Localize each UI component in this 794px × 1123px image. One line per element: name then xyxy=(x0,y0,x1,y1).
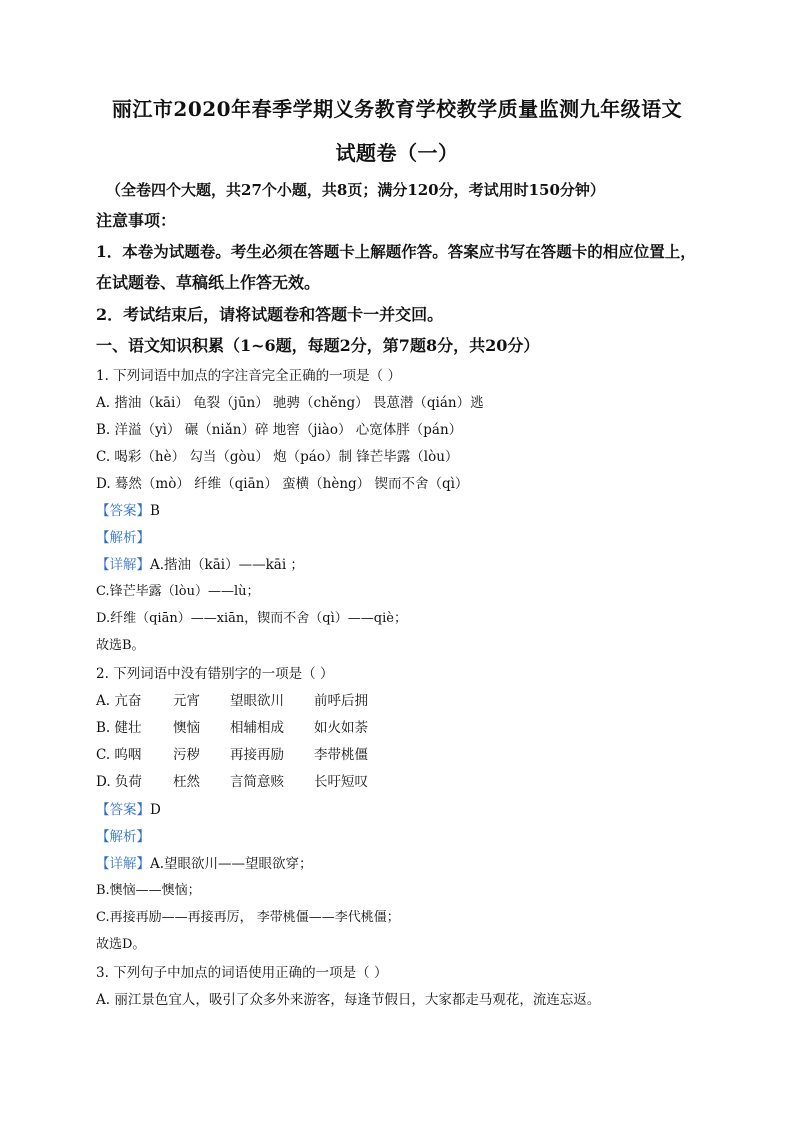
exam-title-line1: 丽江市2020年春季学期义务教育学校教学质量监测九年级语文 xyxy=(111,97,683,121)
notice-item-2: 2．考试结束后，请将试题卷和答题卡一并交回。 xyxy=(96,305,444,324)
q2-option-cell: 懊恼 xyxy=(173,720,200,736)
q2-analysis-tag: 【解析】 xyxy=(96,829,150,845)
detail-tag: 【详解】 xyxy=(96,856,150,872)
q2-option-cell: B. 健壮 xyxy=(96,720,142,736)
q1-option-a: A. 揩油（kāi） 龟裂（jūn） 驰骋（chěng） 畏葸潜（qián）逃 xyxy=(96,395,484,411)
q2-answer xyxy=(96,801,161,819)
q2-option-cell: A. 亢奋 xyxy=(96,693,142,709)
q1-detail-line-1 xyxy=(96,556,304,574)
answer-value: B xyxy=(150,503,160,519)
exam-subtitle: （全卷四个大题，共27个小题，共8页；满分120分，考试用时150分钟） xyxy=(106,181,605,199)
q1-stem: 1. 下列词语中加点的字注音完全正确的一项是（ ） xyxy=(96,368,401,384)
q1-detail-line-4: 故选B。 xyxy=(96,638,145,653)
exam-title-line2: 试题卷（一） xyxy=(335,141,459,165)
q2-option-cell: 如火如荼 xyxy=(314,720,368,736)
answer-value: D xyxy=(150,802,161,818)
q2-option-cell: 相辅相成 xyxy=(230,720,284,736)
q2-detail-line-1 xyxy=(96,855,313,873)
q1-option-b: B. 洋溢（yì） 碾（niǎn）碎 地窖（jiào） 心宽体胖（pán） xyxy=(96,422,463,438)
answer-tag: 【答案】 xyxy=(96,503,150,519)
q2-stem: 2. 下列词语中没有错别字的一项是（ ） xyxy=(96,666,334,682)
q2-option-cell: 污秽 xyxy=(173,747,200,763)
q3-stem: 3. 下列句子中加点的词语使用正确的一项是（ ） xyxy=(96,965,388,981)
detail-text: A.揩油（kāi）——kāi ； xyxy=(150,557,304,573)
q2-option-cell: 望眼欲川 xyxy=(230,693,284,709)
q2-option-a xyxy=(96,692,368,710)
q2-detail-line-2: B.懊恼——懊恼； xyxy=(96,883,201,898)
q2-option-b xyxy=(96,719,368,737)
q2-option-cell: C. 呜咽 xyxy=(96,747,142,763)
q2-option-cell: 元宵 xyxy=(173,693,200,709)
q1-option-d: D. 蓦然（mò） 纤维（qiān） 蛮横（hèng） 锲而不舍（qì） xyxy=(96,476,469,492)
q1-detail-line-3: D.纤维（qiān）——xiān，锲而不舍（qì）——qiè； xyxy=(96,611,407,626)
answer-tag: 【答案】 xyxy=(96,802,150,818)
notice-item-1-line2: 在试题卷、草稿纸上作答无效。 xyxy=(96,273,321,292)
q3-option-a: A. 丽江景色宜人，吸引了众多外来游客，每逢节假日，大家都走马观花，流连忘返。 xyxy=(96,992,601,1008)
detail-text: A.望眼欲川——望眼欲穿； xyxy=(150,856,313,872)
q2-option-cell: 李带桃僵 xyxy=(314,747,368,763)
q2-detail-line-3: C.再接再励——再接再厉， 李带桃僵——李代桃僵； xyxy=(96,910,400,925)
q1-option-c: C. 喝彩（hè） 勾当（gòu） 炮（páo）制 锋芒毕露（lòu） xyxy=(96,449,459,465)
q2-option-cell: 再接再励 xyxy=(230,747,284,763)
q1-detail-line-2: C.锋芒毕露（lòu）——lù； xyxy=(96,584,260,599)
notice-heading: 注意事项： xyxy=(96,211,177,230)
q1-analysis-tag: 【解析】 xyxy=(96,530,150,546)
section-1-heading: 一、语文知识积累（1~6题，每题2分，第7题8分，共20分） xyxy=(96,336,540,355)
q1-answer xyxy=(96,502,160,520)
q2-option-d xyxy=(96,773,368,791)
q2-option-cell: 前呼后拥 xyxy=(314,693,368,709)
q2-option-cell: 枉然 xyxy=(173,774,200,790)
q2-detail-line-4: 故选D。 xyxy=(96,937,146,952)
detail-tag: 【详解】 xyxy=(96,557,150,573)
q2-option-cell: 长吁短叹 xyxy=(314,774,368,790)
notice-item-1-line1: 1．本卷为试题卷。考生必须在答题卡上解题作答。答案应书写在答题卡的相应位置上， xyxy=(96,242,696,261)
q2-option-cell: 言简意赅 xyxy=(230,774,284,790)
q2-option-cell: D. 负荷 xyxy=(96,774,142,790)
q2-option-c xyxy=(96,746,368,764)
